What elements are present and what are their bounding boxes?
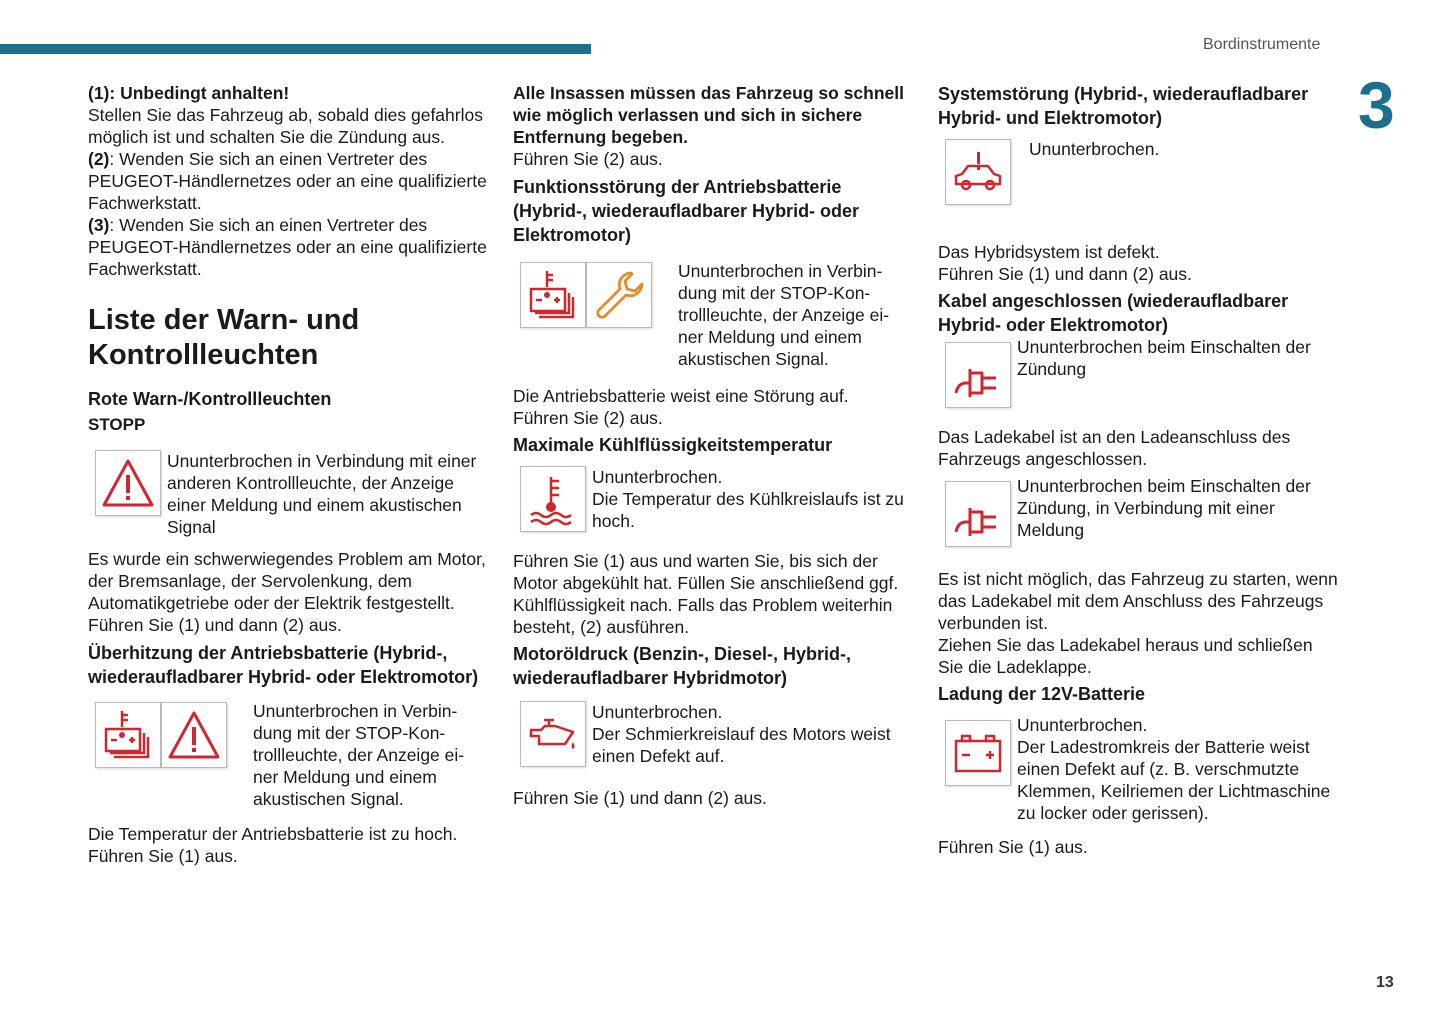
overheat-icon-row (95, 702, 488, 810)
system-fault-desc-1: Das Hybridsystem ist defekt. (938, 242, 1160, 262)
battery-temperature-icon (520, 262, 586, 328)
battery-temperature-icon (95, 702, 161, 768)
battery12-icon-text-2: Der Ladestromkreis der Batterie weist einen Defekt auf (z. B. verschmutzte Klemmen, Keilriemen der Lichtmaschine zu locker oder gerissen). (1017, 737, 1331, 823)
cable-icon-row-1 (945, 337, 1338, 408)
cable-icon-row-2 (945, 476, 1338, 547)
charging-plug-icon (945, 342, 1011, 408)
battery12-title: Ladung der 12V-Batterie (938, 684, 1146, 704)
stop-icon-row (95, 450, 488, 538)
page-number: 13 (1376, 974, 1394, 991)
oil-pressure-icon (520, 701, 586, 767)
chapter-number: 3 (1358, 68, 1395, 142)
system-fault-icon-text: Ununterbrochen. (1029, 139, 1160, 159)
battery-fault-icon-text: Ununterbrochen in Verbin-dung mit der STOP-Kon-trollleuchte, der Anzeige ei-ner Meldung und einem akustischen Signal. (678, 261, 890, 369)
cable-desc-1: Das Ladekabel ist an den Ladeanschluss des Fahrzeugs angeschlossen. (938, 427, 1291, 469)
evacuate-action: Führen Sie (2) aus. (513, 149, 663, 169)
warning-triangle-icon (95, 450, 161, 516)
coolant-title: Maximale Kühlflüssigkeitstemperatur (513, 435, 833, 455)
column-2 (513, 82, 908, 809)
column-1 (88, 82, 488, 867)
overheat-icon-text: Ununterbrochen in Verbin-dung mit der STOP-Kon-trollleuchte, der Anzeige ei-ner Meldung und einem akustischen Signal. (253, 701, 465, 809)
cable-title: Kabel angeschlossen (wiederaufladbarer Hybrid- oder Elektromotor) (938, 291, 1289, 335)
battery12-icon-row (945, 715, 1338, 824)
cable-desc-3: Ziehen Sie das Ladekabel heraus und schließen Sie die Ladeklappe. (938, 635, 1313, 677)
stop-icon-text: Ununterbrochen in Verbindung mit einer anderen Kontrollleuchte, der Anzeige einer Meldung und einem akustischen Signal (167, 451, 477, 537)
car-fault-icon (945, 139, 1011, 205)
coolant-temperature-icon (520, 466, 586, 532)
section-title: Bordinstrumente (1203, 36, 1321, 53)
warning-triangle-icon (161, 702, 227, 768)
battery-fault-desc-2: Führen Sie (2) aus. (513, 408, 663, 428)
stop-title: STOPP (88, 415, 146, 434)
oil-desc: Führen Sie (1) und dann (2) aus. (513, 788, 767, 808)
battery-fault-title: Funktionsstörung der Antriebsbatterie (Hybrid-, wiederaufladbarer Hybrid- oder Elektromotor) (513, 177, 860, 245)
note-1: (1): Unbedingt anhalten! Stellen Sie das Fahrzeug ab, sobald dies gefahrlos möglich ist und schalten Sie die Zündung aus. (88, 83, 483, 147)
battery-fault-icon-row (520, 262, 908, 370)
note-3: (3): Wenden Sie sich an einen Vertreter des PEUGEOT-Händlernetzes oder an eine qualifizierte Fachwerkstatt. (88, 215, 487, 279)
overheat-desc-2: Führen Sie (1) aus. (88, 846, 238, 866)
battery12-icon-text-1: Ununterbrochen. (1017, 715, 1148, 735)
overheat-title: Überhitzung der Antriebsbatterie (Hybrid-, wiederaufladbarer Hybrid- oder Elektromotor) (88, 643, 479, 687)
note-2: (2): Wenden Sie sich an einen Vertreter des PEUGEOT-Händlernetzes oder an eine qualifizierte Fachwerkstatt. (88, 149, 487, 213)
coolant-icon-text-2: Die Temperatur des Kühlkreislaufs ist zu hoch. (592, 489, 904, 531)
overheat-desc-1: Die Temperatur der Antriebsbatterie ist zu hoch. (88, 824, 458, 844)
battery12-desc: Führen Sie (1) aus. (938, 837, 1088, 857)
cable-desc-2: Es ist nicht möglich, das Fahrzeug zu starten, wenn das Ladekabel mit dem Anschluss des Fahrzeugs verbunden ist. (938, 569, 1338, 633)
cable-icon-text-2: Ununterbrochen beim Einschalten der Zündung, in Verbindung mit einer Meldung (1017, 476, 1311, 540)
oil-title: Motoröldruck (Benzin-, Diesel-, Hybrid-, wiederaufladbarer Hybridmotor) (513, 644, 852, 688)
system-fault-desc-2: Führen Sie (1) und dann (2) aus. (938, 264, 1192, 284)
coolant-icon-text-1: Ununterbrochen. (592, 467, 723, 487)
oil-icon-text-2: Der Schmierkreislauf des Motors weist einen Defekt auf. (592, 724, 891, 766)
system-fault-icon-row (945, 139, 1338, 205)
column-3 (938, 82, 1338, 858)
coolant-desc: Führen Sie (1) aus und warten Sie, bis sich der Motor abgekühlt hat. Füllen Sie anschließend ggf. Kühlflüssigkeit nach. Falls das Problem weiterhin besteht, (2) ausführen. (513, 551, 899, 637)
evacuate-warning: Alle Insassen müssen das Fahrzeug so schnell wie möglich verlassen und sich in sichere Entfernung begeben. (513, 83, 904, 147)
charging-plug-icon (945, 481, 1011, 547)
subtitle-red-lights: Rote Warn-/Kontrollleuchten (88, 389, 332, 409)
cable-icon-text-1: Ununterbrochen beim Einschalten der Zündung (1017, 337, 1311, 379)
coolant-icon-row (520, 466, 908, 532)
oil-icon-text-1: Ununterbrochen. (592, 702, 723, 722)
battery-icon (945, 720, 1011, 786)
main-title: Liste der Warn- und Kontrollleuchten (88, 304, 360, 371)
stop-desc: Es wurde ein schwerwiegendes Problem am Motor, der Bremsanlage, der Servolenkung, dem Automatikgetriebe oder der Elektrik festgestellt. Führen Sie (1) und dann (2) aus. (88, 549, 486, 635)
system-fault-title: Systemstörung (Hybrid-, wiederaufladbarer Hybrid- und Elektromotor) (938, 84, 1309, 128)
battery-fault-desc-1: Die Antriebsbatterie weist eine Störung auf. (513, 386, 849, 406)
header-accent-bar (0, 44, 591, 54)
service-wrench-icon (586, 262, 652, 328)
oil-icon-row (520, 701, 908, 767)
